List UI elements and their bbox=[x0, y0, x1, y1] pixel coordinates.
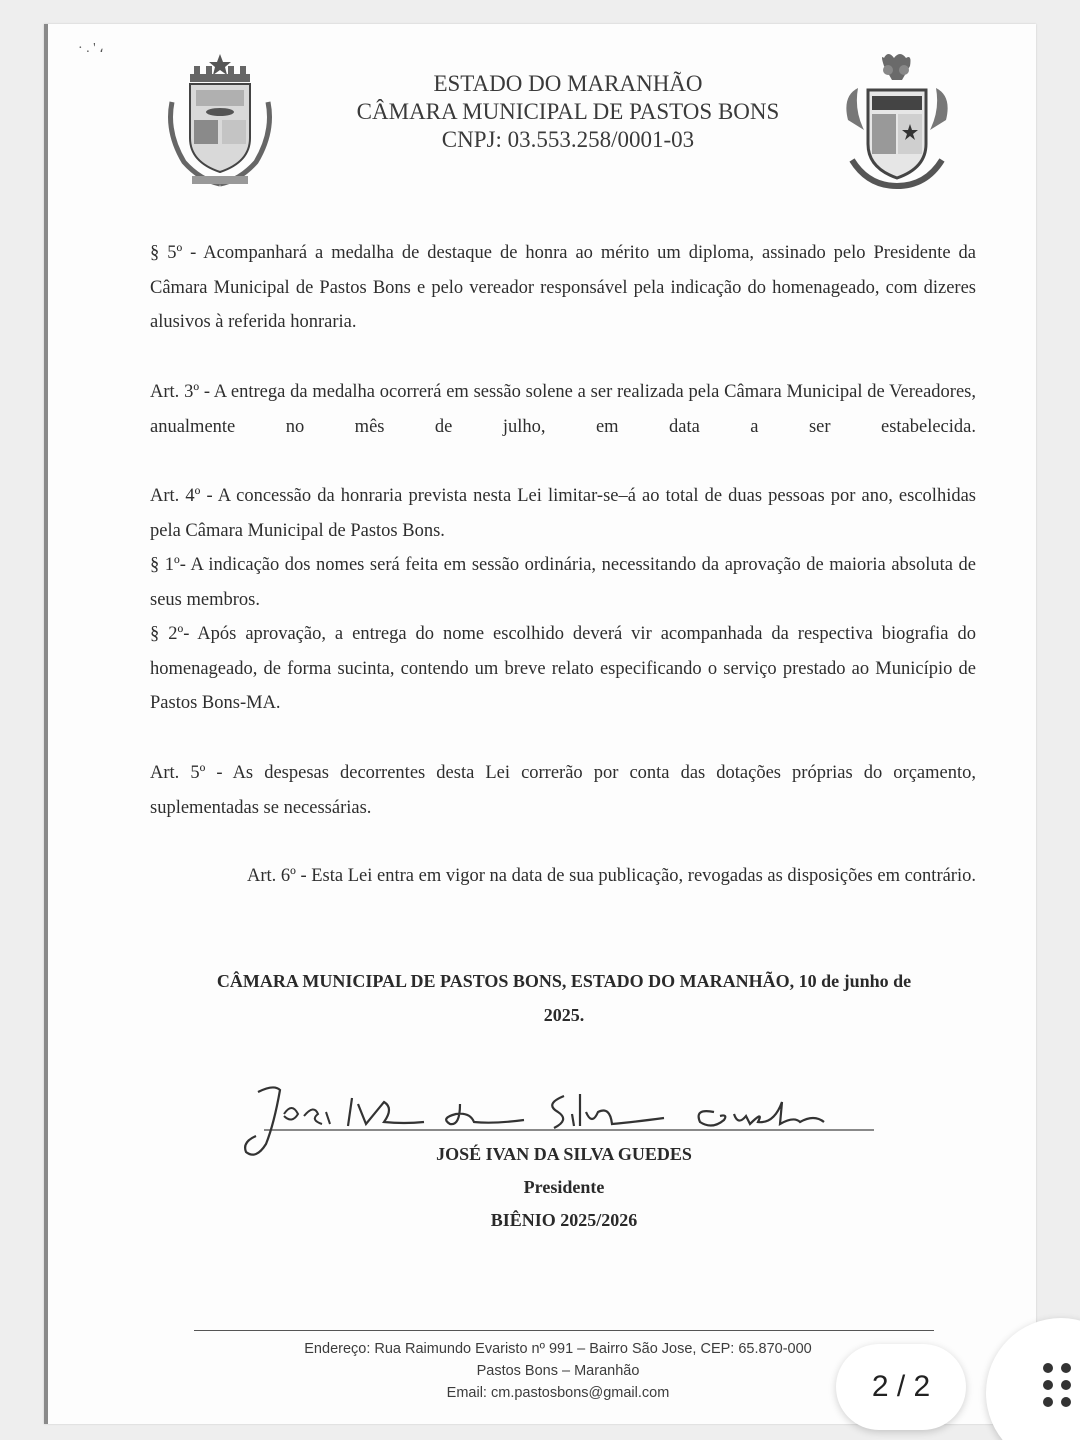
scan-artifact: · . ' ، bbox=[78, 41, 104, 56]
footer-address: Endereço: Rua Raimundo Evaristo nº 991 – Bairro São Jose, CEP: 65.870-000 bbox=[304, 1341, 812, 1357]
letterhead bbox=[338, 70, 798, 154]
cnpj: CNPJ: 03.553.258/0001-03 bbox=[441, 127, 695, 152]
state-name: ESTADO DO MARANHÃO bbox=[433, 71, 703, 96]
article-4-paragraph-1: § 1º- A indicação dos nomes será feita em sessão ordinária, necessitando da aprovação de maioria absoluta de seus membros. bbox=[150, 555, 976, 610]
footer-divider bbox=[194, 1330, 934, 1331]
grid-dots-icon bbox=[1042, 1362, 1074, 1408]
footer bbox=[238, 1338, 878, 1404]
footer-city: Pastos Bons – Maranhão bbox=[476, 1363, 640, 1379]
article-4-paragraph-2: § 2º- Após aprovação, a entrega do nome escolhido deverá vir acompanhada da respectiva biografia do homenageado, de forma sucinta, contendo um breve relato especificando o serviço prestado ao Município de Pastos Bons-MA. bbox=[150, 624, 976, 713]
state-coat-of-arms-icon bbox=[838, 50, 956, 192]
article-5: Art. 5º - As despesas decorrentes desta Lei correrão por conta das dotações próprias do orçamento, suplementadas se necessárias. bbox=[150, 763, 976, 818]
article-6: Art. 6º - Esta Lei entra em vigor na data de sua publicação, revogadas as disposições em contrário. bbox=[246, 866, 976, 886]
chamber-name: CÂMARA MUNICIPAL DE PASTOS BONS bbox=[356, 99, 780, 124]
municipal-coat-of-arms-icon bbox=[164, 52, 276, 192]
signatory-role: Presidente bbox=[523, 1177, 605, 1197]
document-page bbox=[44, 24, 1036, 1424]
paragraph-5: § 5º - Acompanhará a medalha de destaque de honra ao mérito um diploma, assinado pelo Presidente da Câmara Municipal de Pastos Bons e pelo vereador responsável pela indicação do homenageado, com dizeres alusivos à referida honraria. bbox=[150, 243, 976, 332]
signatory-block bbox=[348, 1138, 780, 1237]
page-indicator[interactable]: 2 / 2 bbox=[836, 1344, 966, 1430]
signatory-term: BIÊNIO 2025/2026 bbox=[490, 1210, 638, 1230]
closing-year: 2025. bbox=[543, 1005, 585, 1025]
signatory-name: JOSÉ IVAN DA SILVA GUEDES bbox=[436, 1144, 692, 1164]
article-4: Art. 4º - A concessão da honraria prevista nesta Lei limitar-se–á ao total de duas pessoas por ano, escolhidas pela Câmara Municipal de Pastos Bons. bbox=[150, 486, 976, 541]
footer-email: Email: cm.pastosbons@gmail.com bbox=[446, 1385, 670, 1401]
closing-statement bbox=[148, 964, 980, 1032]
article-3: Art. 3º - A entrega da medalha ocorrerá em sessão solene a ser realizada pela Câmara Municipal de Vereadores, anualmente no mês de julho, em data a ser estabelecida. bbox=[150, 382, 976, 437]
closing-place-date: CÂMARA MUNICIPAL DE PASTOS BONS, ESTADO DO MARANHÃO, 10 de junho de bbox=[216, 971, 912, 991]
